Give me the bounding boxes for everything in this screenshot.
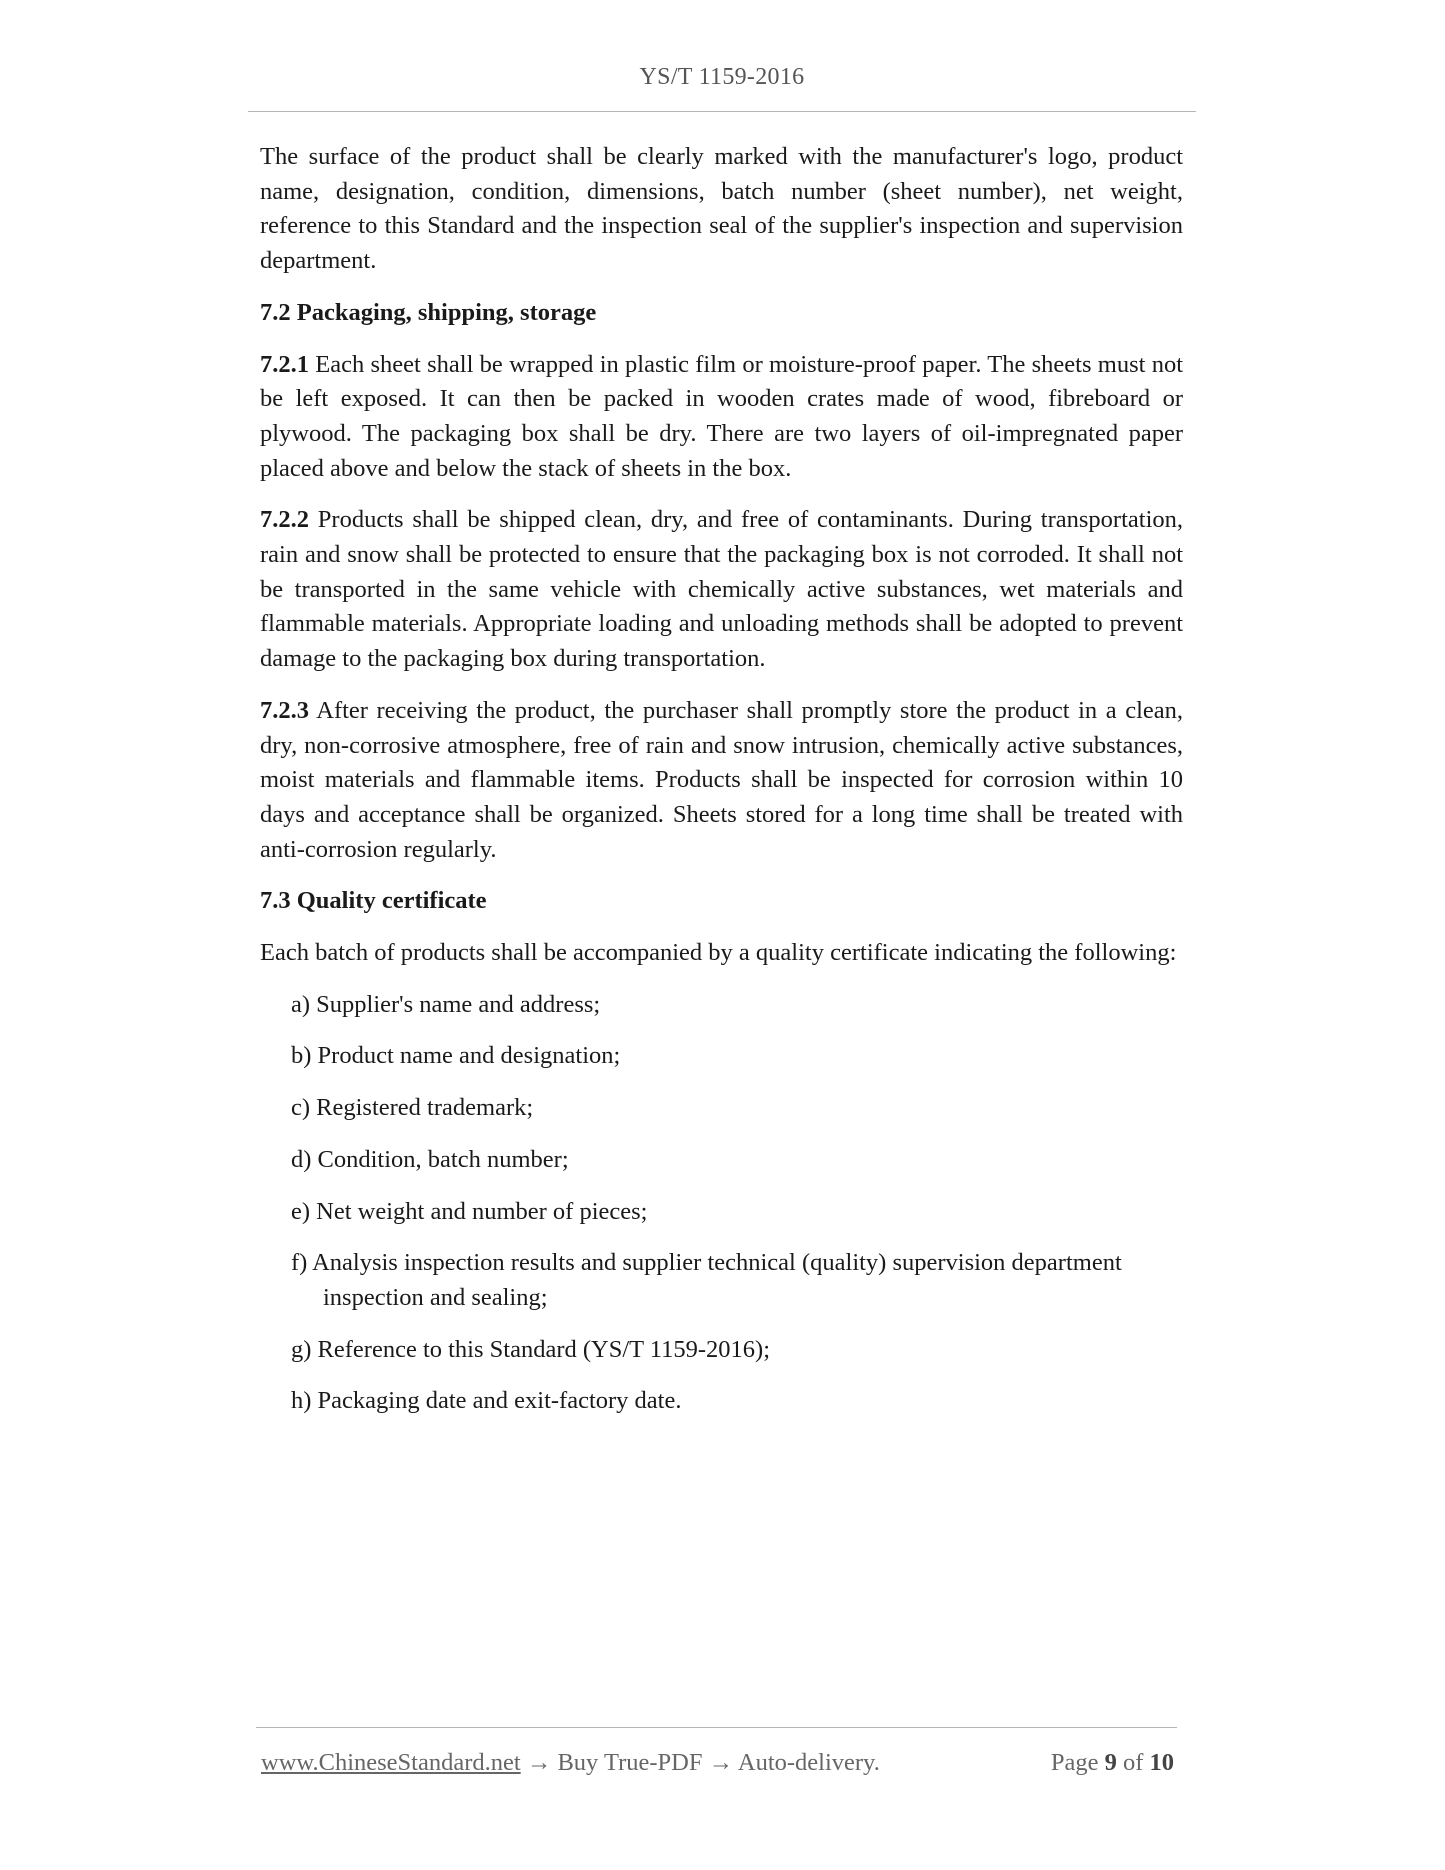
page-indicator — [1051, 1749, 1174, 1777]
clause-7-2-2 — [260, 503, 1183, 677]
clause-number: 7.2.3 — [260, 696, 309, 724]
page-header-standard-code: YS/T 1159-2016 — [639, 64, 805, 90]
page-label: Page — [1050, 1749, 1099, 1776]
list-item: e) Net weight and number of pieces; — [291, 1197, 648, 1225]
footer-divider — [256, 1727, 1177, 1728]
auto-delivery-text: Auto-delivery. — [737, 1749, 880, 1776]
list-item: b) Product name and designation; — [291, 1042, 621, 1070]
section-7-2-heading: 7.2 Packaging, shipping, storage — [260, 298, 597, 326]
list-item: h) Packaging date and exit-factory date. — [291, 1387, 682, 1415]
clause-text: Products shall be shipped clean, dry, and free of contaminants. During transportation, rain and snow shall be protected to ensure that the packaging box is not corroded. It shall not be transported in the same vehicle with chemically active substances, wet materials and flammable materials. Appropriate loading and unloading methods shall be adopted to prevent damage to the packaging box during transportation. — [260, 506, 1183, 673]
list-item: f) Analysis inspection results and supplier technical (quality) supervision department inspection and sealing; — [291, 1249, 1122, 1311]
list-item: g) Reference to this Standard (YS/T 1159-2016); — [291, 1335, 771, 1363]
quality-certificate-intro: Each batch of products shall be accompanied by a quality certificate indicating the following: — [260, 939, 1177, 967]
arrow-right-icon: → — [526, 1749, 552, 1776]
clause-7-2-3 — [260, 694, 1183, 868]
section-7-3-heading: 7.3 Quality certificate — [260, 887, 487, 915]
header-divider — [248, 111, 1196, 112]
total-pages-number: 10 — [1149, 1749, 1174, 1776]
clause-number: 7.2.1 — [260, 350, 309, 378]
document-body — [260, 140, 1183, 1419]
list-item: c) Registered trademark; — [291, 1094, 534, 1122]
chinesestandard-link[interactable]: www.ChineseStandard.net — [261, 1749, 521, 1776]
arrow-right-icon: → — [708, 1749, 734, 1776]
clause-7-2-1 — [260, 348, 1183, 487]
footer-promo — [261, 1749, 880, 1777]
clause-number: 7.2.2 — [260, 506, 309, 534]
list-item: a) Supplier's name and address; — [291, 990, 601, 1018]
clause-text: Each sheet shall be wrapped in plastic film or moisture-proof paper. The sheets must not be left exposed. It can then be packed in wooden crates made of wood, fibreboard or plywood. The packaging box shall be dry. There are two layers of oil-impregnated paper placed above and below the stack of sheets in the box. — [260, 350, 1184, 482]
clause-text: After receiving the product, the purchaser shall promptly store the product in a clean, dry, non-corrosive atmosphere, free of rain and snow intrusion, chemically active substances, moist materials and flammable items. Products shall be inspected for corrosion within 10 days and acceptance shall be organized. Sheets stored for a long time shall be treated with anti-corrosion regularly. — [260, 696, 1184, 863]
of-label: of — [1122, 1749, 1144, 1776]
marking-paragraph: The surface of the product shall be clearly marked with the manufacturer's logo, product name, designation, condition, dimensions, batch number (sheet number), net weight, reference to this Standard and the inspection seal of the supplier's inspection and supervision department. — [260, 143, 1183, 275]
buy-true-pdf-text: Buy True-PDF — [557, 1749, 703, 1776]
current-page-number: 9 — [1104, 1749, 1117, 1776]
list-item: d) Condition, batch number; — [291, 1145, 569, 1173]
